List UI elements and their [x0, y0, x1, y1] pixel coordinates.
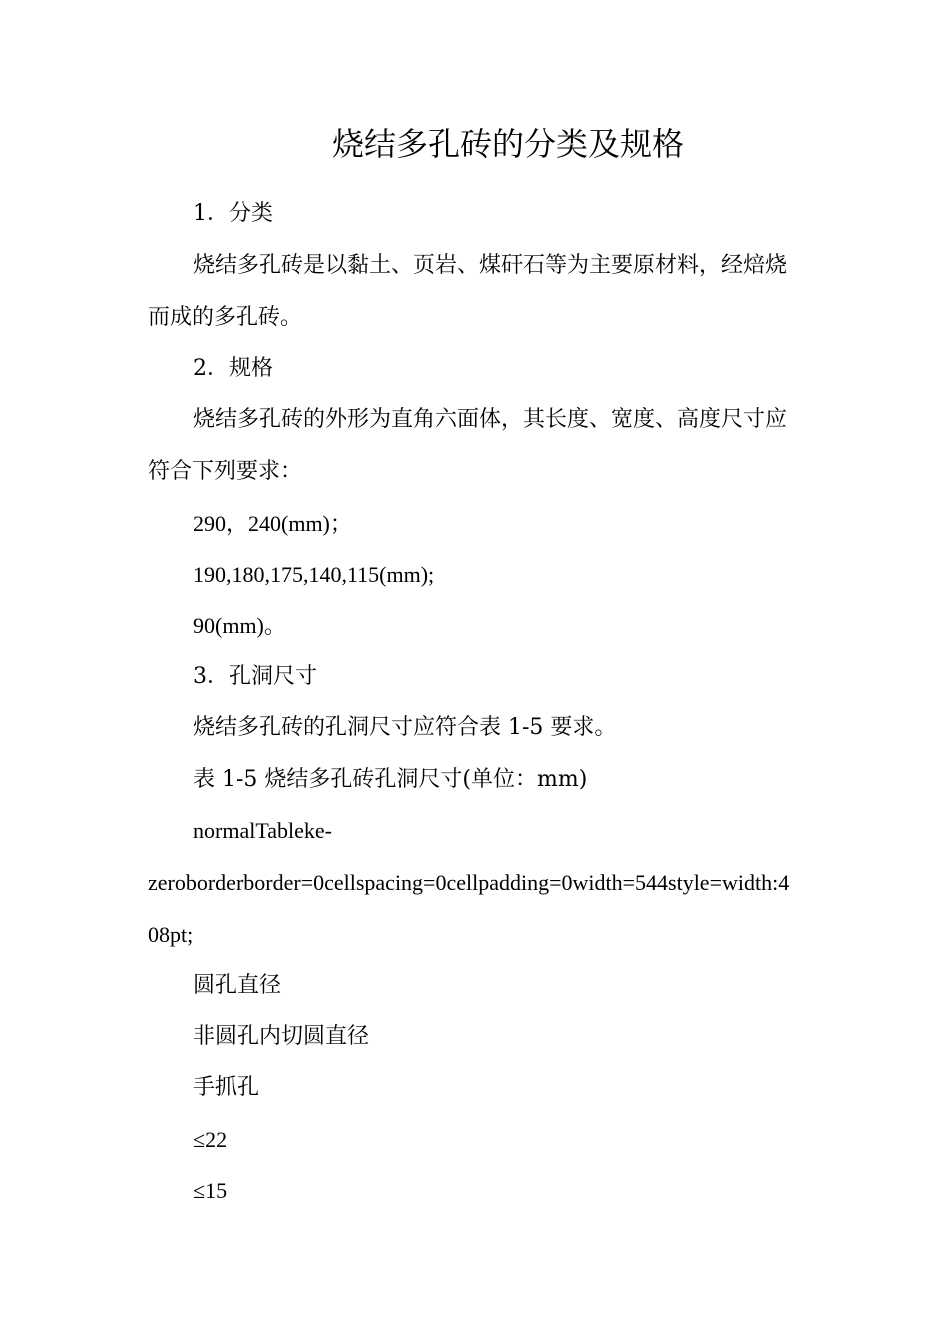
raw-markup-line: 08pt; — [148, 922, 194, 947]
dimension-line: 190,180,175,140,115(mm); — [193, 562, 435, 587]
dimension-line: 90(mm)。 — [193, 613, 286, 638]
paragraph-line: 烧结多孔砖是以黏土、页岩、煤矸石等为主要原材料，经焙烧 — [193, 253, 788, 278]
table-cell-value: ≤22 — [193, 1127, 228, 1152]
section-heading-classification: 1．分类 — [193, 201, 273, 226]
table-cell-text: 手抓孔 — [193, 1075, 260, 1100]
raw-markup-line: normalTableke- — [193, 818, 332, 843]
document-title: 烧结多孔砖的分类及规格 — [331, 125, 684, 163]
paragraph-line: 烧结多孔砖的外形为直角六面体，其长度、宽度、高度尺寸应 — [193, 407, 788, 432]
section-heading-specification: 2．规格 — [193, 356, 273, 381]
section-heading-hole-size: 3．孔洞尺寸 — [193, 664, 317, 689]
paragraph-line: 符合下列要求： — [148, 459, 303, 484]
table-cell-text: 非圆孔内切圆直径 — [193, 1024, 370, 1049]
paragraph-line: 烧结多孔砖的孔洞尺寸应符合表 1-5 要求。 — [193, 715, 617, 740]
paragraph-line: 而成的多孔砖。 — [148, 305, 303, 330]
raw-markup-line: zeroborderborder=0cellspacing=0cellpadding=0width=544style=width:4 — [148, 870, 790, 895]
table-cell-value: ≤15 — [193, 1178, 228, 1203]
table-cell-text: 圆孔直径 — [193, 973, 282, 998]
table-caption: 表 1-5 烧结多孔砖孔洞尺寸(单位：mm) — [193, 767, 588, 792]
dimension-line: 290，240(mm)； — [193, 511, 352, 536]
